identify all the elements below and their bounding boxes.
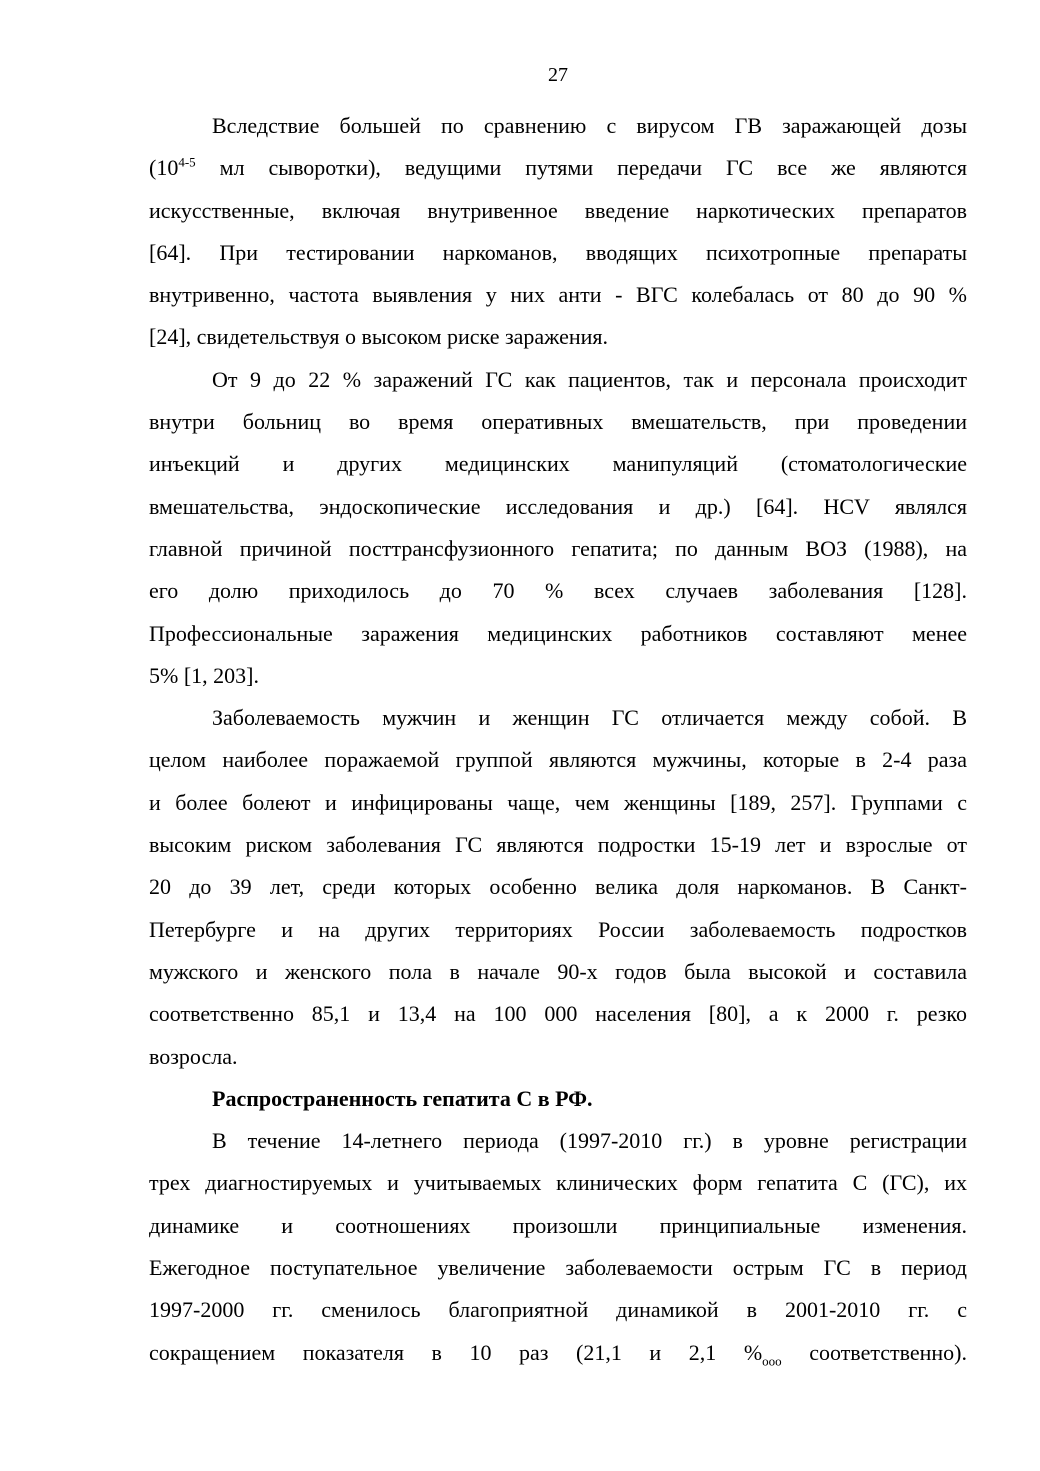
text-line: внутри больниц во время оперативных вмешательств, при проведении: [149, 409, 967, 435]
page-number: 27: [548, 64, 568, 86]
section-heading: [149, 1078, 967, 1120]
text-line: вмешательства, эндоскопические исследования и др.) [64]. HCV являлся: [149, 493, 967, 519]
text-fragment: мл сыворотки), ведущими путями передачи ГС все же являются: [195, 155, 967, 181]
text-line: От 9 до 22 % заражений ГС как пациентов, так и персонала происходит: [212, 366, 967, 392]
text-line: [149, 1332, 967, 1374]
text-line: Ежегодное поступательное увеличение заболеваемости острым ГС в период: [149, 1255, 967, 1281]
text-line: возросла.: [149, 1043, 238, 1069]
text-line: 20 до 39 лет, среди которых особенно велика доля наркоманов. В Санкт-: [149, 874, 967, 900]
text-line: его долю приходилось до 70 % всех случаев заболевания [128].: [149, 578, 967, 604]
text-line: соответственно 85,1 и 13,4 на 100 000 населения [80], а к 2000 г. резко: [149, 1001, 967, 1027]
text-line: [149, 147, 967, 189]
document-body: [149, 105, 967, 1374]
text-line: Профессиональные заражения медицинских работников составляют менее: [149, 620, 967, 646]
paragraph: [149, 359, 967, 697]
heading-text: Распространенность гепатита С в РФ.: [212, 1085, 593, 1111]
text-line: В течение 14-летнего периода (1997-2010 гг.) в уровне регистрации: [212, 1128, 967, 1154]
text-line: Вследствие большей по сравнению с вирусом ГВ заражающей дозы: [212, 113, 967, 138]
text-line: Заболеваемость мужчин и женщин ГС отличается между собой. В: [212, 705, 967, 731]
text-line: 5% [1, 203].: [149, 662, 259, 688]
text-line: Петербурге и на других территориях России заболеваемость подростков: [149, 916, 967, 942]
text-line: внутривенно, частота выявления у них анти - ВГС колебалась от 80 до 90 %: [149, 282, 967, 308]
paragraph: [149, 697, 967, 1078]
text-line: [24], свидетельствуя о высоком риске заражения.: [149, 324, 609, 350]
text-line: [64]. При тестировании наркоманов, вводящих психотропные препараты: [149, 239, 967, 265]
text-line: трех диагностируемых и учитываемых клинических форм гепатита С (ГС), их: [149, 1170, 967, 1196]
text-fragment: сокращением показателя в 10 раз (21,1 и 2,1 %: [149, 1339, 763, 1365]
text-line: динамике и соотношениях произошли принципиальные изменения.: [149, 1212, 967, 1238]
paragraph: [149, 105, 967, 359]
text-line: инъекций и других медицинских манипуляций (стоматологические: [149, 451, 967, 477]
text-line: мужского и женского пола в начале 90-х годов была высокой и составила: [149, 958, 967, 984]
superscript: 4-5: [178, 154, 196, 170]
subscript: ооо: [762, 1353, 782, 1368]
text-line: и более болеют и инфицированы чаще, чем женщины [189, 257]. Группами с: [149, 789, 967, 815]
text-line: высоким риском заболевания ГС являются подростки 15-19 лет и взрослые от: [149, 832, 967, 858]
paragraph: [149, 1120, 967, 1374]
text-line: искусственные, включая внутривенное введение наркотических препаратов: [149, 197, 967, 223]
text-fragment: соответственно).: [781, 1339, 967, 1365]
text-line: главной причиной посттрансфузионного гепатита; по данным ВОЗ (1988), на: [149, 535, 967, 561]
text-line: 1997-2000 гг. сменилось благоприятной динамикой в 2001-2010 гг. с: [149, 1297, 967, 1323]
text-line: целом наиболее поражаемой группой являются мужчины, которые в 2-4 раза: [149, 747, 967, 773]
text-fragment: (10: [149, 155, 179, 181]
